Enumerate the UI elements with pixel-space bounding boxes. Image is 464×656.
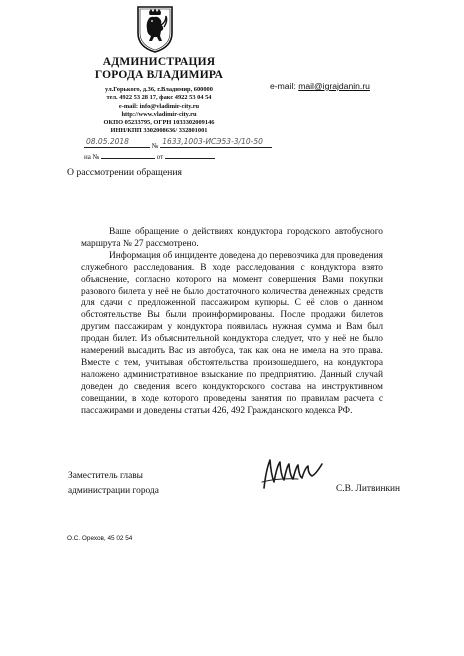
registration-date-number (84, 139, 272, 150)
signer-position-line2: администрации города (68, 486, 159, 496)
letter-subject: О рассмотрении обращения (67, 167, 182, 178)
recipient-email (270, 81, 370, 91)
body-paragraph-1: Ваше обращение о действиях кондуктора городского автобусного маршрута № 27 рассмотрено. (81, 227, 383, 249)
ref-number-label: на № (84, 153, 100, 161)
recipient-email-prefix: e-mail: (270, 81, 299, 91)
reference-line (84, 151, 215, 161)
executor-info: О.С. Орехов, 45 02 54 (67, 535, 133, 542)
number-field (160, 139, 272, 148)
org-website: http://www.vladimir-city.ru (121, 110, 197, 118)
org-inn-kpp: ИНН/КПП 3302008636/ 332801001 (110, 127, 208, 135)
letter-body (81, 227, 383, 418)
org-okpo-ogrn: ОКПО 05233795, ОГРН 1033302009146 (103, 119, 215, 127)
ref-date-field (165, 151, 215, 159)
org-address: ул.Горького, д.36, г.Владимир, 600000 (105, 86, 213, 93)
signer-name: С.В. Литвинкин (336, 484, 401, 494)
org-title-line1: АДМИНИСТРАЦИЯ (102, 56, 216, 68)
org-email: e-mail: info@vladimir-city.ru (118, 102, 200, 110)
ref-date-label: от (156, 153, 164, 161)
org-title-line2: ГОРОДА ВЛАДИМИРА (94, 69, 224, 81)
letterhead-contacts (74, 86, 244, 136)
date-field (84, 139, 150, 148)
handwritten-date: 08.05.2018 (86, 137, 129, 146)
handwritten-number: 1633,1003-ИСЭ53-3/10-50 (162, 137, 263, 146)
organization-title (74, 56, 244, 82)
signer-position (68, 469, 159, 499)
number-sign: № (151, 142, 159, 150)
signer-position-line1: Заместитель главы (68, 471, 143, 481)
recipient-email-link[interactable]: mail@igrajdanin.ru (298, 81, 370, 91)
coat-of-arms-icon (135, 3, 175, 53)
handwritten-signature (258, 452, 328, 496)
body-paragraph-2: Информация об инциденте доведена до перевозчика для проведения служебного расследования. В ходе расследования с кондуктора взято объяснение, согласно которого на момент совершения Вами покупки разового билета у неё не было достаточного количества денежных средств для сдачи с предложенной пассажиром купюры. С её слов о данном обстоятельстве Вы были проинформированы. После продажи билетов другим пассажирам у кондуктора появилась нужная сумма и Вам был продан билет. Из объяснительной кондуктора следует, что у неё не было намерений высадить Вас из автобуса, так как она не имела на это права. Вместе с тем, учитывая обстоятельства произошедшего, на кондуктора наложено административное взыскание по предприятию. Данный случай доведен до сведения всего кондукторского состава на инструктивном совещании, в ходе которого проведены занятия по правилам расчета с пассажирами и доведены статьи 426, 492 Гражданского кодекса РФ. (81, 250, 383, 416)
org-phone-fax: тел. 4922 53 28 17, факс 4922 53 04 54 (106, 94, 212, 102)
ref-number-field (101, 151, 155, 159)
